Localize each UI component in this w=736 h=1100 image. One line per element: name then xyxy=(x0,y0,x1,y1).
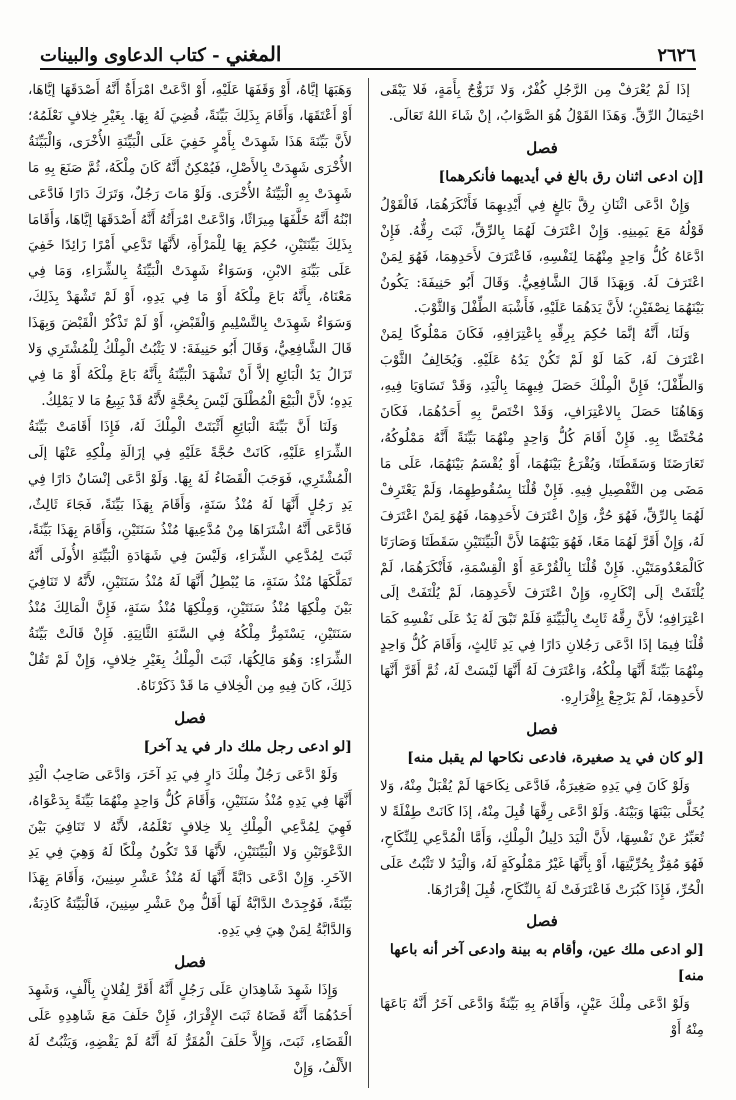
section-heading: [إن ادعى اثنان رق بالغ في أيديهما فأنكرهما] xyxy=(438,168,704,185)
section-heading: [لو ادعى رجل ملك دار في يد آخر] xyxy=(143,738,352,755)
section-label: فصل xyxy=(526,138,558,157)
right-column xyxy=(380,78,704,1044)
paragraph: وَلَوْ ادَّعَى مِلْكَ عَيْنٍ، وَأَقَامَ بِهِ بَيِّنَةً وَادَّعَى آخَرُ أَنَّهُ بَاعَهَا مِنْهُ أَوْ xyxy=(380,996,704,1039)
paragraph: وَهَبَهَا إيَّاهُ، أَوْ وَقَفَهَا عَلَيْهِ، أَوْ ادَّعَتْ امْرَأَةٌ أَنَّهُ أَصْدَقَهَا إيَّاهَا، أَوْ أَعْتَقَهَا، وَأَقَامَ بِذَلِكَ بَيِّنَةً، قُضِيَ لَهُ بِهَا. بِغَيْرِ خِلافٍ نَعْلَمُهُ؛ لأَنَّ بَيِّنَةَ هَذَا شَهِدَتْ بِأَمْرٍ خَفِيَ عَلَى الْبَيِّنَةِ الأُخْرَى، وَالْبَيِّنَةُ الأُخْرَى شَهِدَتْ بِالأَصْلِ، فَيُمْكِنُ أَنَّهُ كَانَ مِلْكَهُ، ثُمَّ صَنَعَ بِهِ مَا شَهِدَتْ بِهِ الْبَيِّنَةُ الأُخْرَى. وَلَوْ مَاتَ رَجُلٌ، وَتَرَكَ دَارًا فَادَّعَى ابْنُهُ أَنَّهُ خَلَّفَهَا مِيرَاثًا، وَادَّعَتْ امْرَأَتُهُ أَنَّهُ أَصْدَقَهَا إيَّاهَا، وَأَقَامَا بِذَلِكَ بَيِّنَتَيْنِ، حُكِمَ بِهَا لِلْمَرْأَةِ، لأَنَّهَا تَدَّعِي أَمْرًا زَائِدًا خَفِيَ عَلَى بَيِّنَةِ الابْنِ، وَسَوَاءٌ شَهِدَتْ الْبَيِّنَةُ بِالشِّرَاءِ، وَمَا فِي مَعْنَاهُ، بِأَنَّهُ بَاعَ مِلْكَهُ أَوْ مَا فِي يَدِهِ، أَوْ لَمْ تَشْهَدْ بِذَلِكَ، وَسَوَاءٌ شَهِدَتْ بِالتَّسْلِيمِ وَالْقَبْضِ، أَوْ لَمْ تَذْكُرْ الْقَبْضَ وَبِهَذَا قَالَ الشَّافِعِيُّ، وَقَالَ أَبُو حَنِيفَةَ: لا يَثْبُتُ الْمِلْكُ لِلْمُشْتَرِي وَلا تَزَالُ يَدُ الْبَائِعِ إلاَّ أَنْ تَشْهَدَ الْبَيِّنَةُ بِأَنَّهُ بَاعَ مِلْكَهُ أَوْ مَا فِي يَدِهِ؛ لأَنَّ الْبَيْعَ الْمُطْلَقَ لَيْسَ بِحُجَّةٍ لأَنَّهُ قَدْ يَبِيعُ مَا لا يَمْلِكُ. xyxy=(28,82,352,409)
paragraph: إذَا لَمْ يُعْرَفْ مِن الرَّجُلِ كُفْرٌ، وَلا تَزَوُّجٌ بِأَمَةٍ، فَلا يَبْقَى احْتِمَالُ الرِّقِّ. وَهَذَا القَوْلُ هُوَ الصَّوَابُ، إنْ شَاءَ اللهُ تَعَالَى. xyxy=(380,82,704,124)
chapter-title: كتاب الدعاوى والبينات xyxy=(40,45,206,66)
paragraph: وَلَوْ كَانَ فِي يَدِهِ صَغِيرَةٌ، فَادَّعَى نِكَاحَهَا لَمْ يُقْبَلْ مِنْهُ، وَلا يُخَلَّى بَيْنَهَا وَبَيْنَهُ. وَلَوْ ادَّعَى رِقَّهَا قُبِلَ مِنْهُ، إذَا كَانَتْ طِفْلَةً لا تُعَبِّرُ عَنْ نَفْسِهَا، لأَنَّ الْيَدَ دَلِيلُ الْمِلْكِ، وَأَمَّا الْمُدَّعِي لِلنِّكَاحِ، فَهُوَ مُقِرٌّ بِحُرِّيَّتِهَا، أَوْ بِأَنَّهَا غَيْرُ مَمْلُوكَةٍ لَهُ، وَالْيَدُ لا تَثْبُتُ عَلَى الْحُرِّ، فَإِذَا كَبُرَتْ فَاعْتَرَفَتْ لَهُ بِالنِّكَاحِ، قُبِلَ إقْرَارُهَا. xyxy=(380,777,704,898)
section-label: فصل xyxy=(526,912,558,931)
page-header xyxy=(40,36,696,66)
column-divider xyxy=(368,78,369,1088)
paragraph: وَلَنَا، أَنَّهُ إنَّمَا حُكِمَ بِرِقِّهِ بِاعْتِرَافِهِ، فَكَانَ مَمْلُوكًا لِمَنْ اعْتَرَفَ لَهُ، كَمَا لَوْ لَمْ تَكُنْ يَدُهُ عَلَيْهِ. وَيُخَالِفُ الثَّوْبَ وَالطِّفْلَ؛ فَإِنَّ الْمِلْكَ حَصَلَ فِيهِمَا بِالْيَدِ، وَقَدْ تَسَاوَيَا فِيهِ، وَهَاهُنَا حَصَلَ بِالاعْتِرَافِ، وَقَدْ اخْتَصَّ بِهِ أَحَدُهُمَا، فَكَانَ مُخْتَصًّا بِهِ. فَإِنْ أَقَامَ كُلُّ وَاحِدٍ مِنْهُمَا بَيِّنَةً أَنَّهُ مَمْلُوكُهُ، تَعَارَضَتَا وَسَقَطَتَا، وَيُقْرَعُ بَيْنَهُمَا، أَوْ يُقْسَمُ بَيْنَهُمَا، عَلَى مَا مَضَى مِن التَّفْصِيلِ فِيهِ. فَإِنْ قُلْنَا بِسُقُوطِهِمَا، وَلَمْ يَعْتَرِفْ لَهُمَا بِالرِّقِّ، فَهُوَ حُرٌّ، وَإِنْ اعْتَرَفَ لأَحَدِهِمَا، فَهُوَ لِمَنْ اعْتَرَفَ لَهُ، وَإِنْ أَقَرَّ لَهُمَا مَعًا، فَهُوَ بَيْنَهُمَا لأَنَّ الْبَيِّنَتَيْنِ سَقَطَتَا وَصَارَتَا كَالْمَعْدُومَتَيْنِ. فَإِنْ قُلْنَا بِالْقُرْعَةِ أَوْ الْقِسْمَةِ، فَأَنْكَرَهُمَا، لَمْ يُلْتَفَتْ إلَى إنْكَارِهِ، وَإِنْ اعْتَرَفَ لأَحَدِهِمَا، لَمْ يُلْتَفَتْ إلَى اعْتِرَافِهِ؛ لأَنَّ رِقَّهُ ثَابِتٌ بِالْبَيِّنَةِ فَلَمْ تَبْقَ لَهُ يَدٌ عَلَى نَفْسِهِ كَمَا قُلْنَا فِيمَا إذَا ادَّعَى رَجُلانِ دَارًا فِي يَدِ ثَالِثٍ، وَأَقَامَ كُلُّ وَاحِدٍ مِنْهُمَا بَيِّنَةً أَنَّهَا مِلْكُهُ، وَاعْتَرَفَ لَهُ أَنَّهَا لَيْسَتْ لَهُ، ثُمَّ أَقَرَّ أَنَّهَا لأَحَدِهِمَا، لَمْ يَرْجِعْ بِإِقْرَارِهِ. xyxy=(380,326,704,706)
paragraph: وَلَوْ ادَّعَى رَجُلٌ مِلْكَ دَارٍ فِي يَدِ آخَرَ، وَادَّعَى صَاحِبُ الْيَدِ أَنَّهَا فِي يَدِهِ مُنْذُ سَنَتَيْنِ، وَأَقَامَ كُلُّ وَاحِدٍ مِنْهُمَا بَيِّنَةً بِدَعْوَاهُ، فَهِيَ لِمُدَّعِي الْمِلْكِ بِلا خِلافٍ نَعْلَمُهُ، لأَنَّهُ لا تَنَافِيَ بَيْنَ الدَّعْوَتَيْنِ وَلا الْبَيِّنَتَيْنِ، لأَنَّهَا قَدْ تَكُونُ مِلْكًا لَهُ وَهِيَ فِي يَدِ الآخَرِ. وَإِنْ ادَّعَى دَابَّةً أَنَّهَا لَهُ مُنْذُ عَشْرِ سِنِينَ، وَأَقَامَ بِهَذَا بَيِّنَةً، فَوُجِدَتْ الدَّابَّةُ لَهَا أَقَلُّ مِنْ عَشْرِ سِنِينَ، فَالْبَيِّنَةُ كَاذِبَةٌ، وَالدَّابَّةُ لِمَنْ هِيَ فِي يَدِهِ. xyxy=(28,766,352,939)
left-column xyxy=(28,78,352,1082)
book-title: المغني xyxy=(225,42,282,66)
page-number: ٢٦٢٦ xyxy=(657,45,696,66)
section-heading: [لو ادعى ملك عين، وأقام به بينة وادعى آخر أنه باعها منه] xyxy=(389,942,704,985)
paragraph: وَإِذَا شَهِدَ شَاهِدَانِ عَلَى رَجُلٍ أَنَّهُ أَقَرَّ لِفُلانٍ بِأَلْفٍ، وَشَهِدَ أَحَدُهُمَا أَنَّهُ قَضَاهُ ثَبَتَ الإِقْرَارُ، فَإِنْ حَلَفَ مَعَ شَاهِدِهِ عَلَى الْقَضَاءِ، ثَبَتَ، وَإِلاَّ حَلَفَ الْمُقَرُّ لَهُ أَنَّهُ لَمْ يَقْضِهِ، وَيَثْبُتُ لَهُ الأَلْفُ، وَإِنْ xyxy=(28,982,352,1076)
running-title: المغني - كتاب الدعاوى والبينات xyxy=(40,42,282,66)
header-rule xyxy=(40,68,696,70)
paragraph: وَإِنْ ادَّعَى اثْنَانِ رِقَّ بَالِغٍ فِي أَيْدِيهِمَا فَأَنْكَرَهُمَا، فَالْقَوْلُ قَوْلُهُ مَعَ يَمِينِهِ. وَإِنْ اعْتَرَفَ لَهُمَا بِالرِّقِّ، ثَبَتَ رِقُّهُ. فَإِنْ ادَّعَاهُ كُلُّ وَاحِدٍ مِنْهُمَا لِنَفْسِهِ، فَاعْتَرَفَ لأَحَدِهِمَا، فَهُوَ لِمَنْ اعْتَرَفَ لَهُ. وَبِهَذَا قَالَ الشَّافِعِيُّ. وَقَالَ أَبُو حَنِيفَةَ: يَكُونُ بَيْنَهُمَا نِصْفَيْنِ؛ لأَنَّ يَدَهُمَا عَلَيْهِ، فَأَشْبَهَ الطِّفْلَ وَالثَّوْبَ. xyxy=(380,196,704,317)
section-label: فصل xyxy=(174,953,206,972)
paragraph: وَلَنَا أَنَّ بَيِّنَةَ الْبَائِعِ أَثْبَتَتْ الْمِلْكَ لَهُ، فَإِذَا أَقَامَتْ بَيِّنَةُ الشِّرَاءِ عَلَيْهِ، كَانَتْ حُجَّةً عَلَيْهِ فِي إزَالَةِ مِلْكِهِ عَنْهَا إلَى الْمُشْتَرِي، فَوَجَبَ الْقَضَاءُ لَهُ بِهَا. وَلَوْ ادَّعَى إنْسَانٌ دَارًا فِي يَدِ رَجُلٍ أَنَّهَا لَهُ مُنْذُ سَنَةٍ، وَأَقَامَ بِهَذَا بَيِّنَةً، فَجَاءَ ثَالِثٌ، فَادَّعَى أَنَّهُ اشْتَرَاهَا مِنْ مُدَّعِيهَا مُنْذُ سَنَتَيْنِ، وَأَقَامَ بِهَذَا بَيِّنَةً، ثَبَتَ لِمُدَّعِي الشِّرَاءِ، وَلَيْسَ فِي شَهَادَةِ الْبَيِّنَةِ الأُولَى أَنَّهُ تَمَلَّكَهَا مُنْذُ سَنَةٍ، مَا يُبْطِلُ أَنَّهَا لَهُ مُنْذُ سَنَتَيْنِ، لأَنَّهُ لا تَنَافِيَ بَيْنَ مِلْكِهَا مُنْذُ سَنَتَيْنِ، وَمِلْكِهَا مُنْذُ سَنَةٍ، فَإِنَّ الْمَالِكَ مُنْذُ سَنَتَيْنِ، يَسْتَمِرُّ مِلْكُهُ فِي السَّنَةِ الثَّانِيَةِ. فَإِنْ قَالَتْ بَيِّنَةُ الشِّرَاءِ: وَهُوَ مَالِكُهَا، ثَبَتَ الْمِلْكُ بِغَيْرِ خِلافٍ، وَإِنْ لَمْ تَقُلْ ذَلِكَ، كَانَ فِيهِ مِن الْخِلافِ مَا قَدْ ذَكَرْنَاهُ. xyxy=(28,418,352,694)
section-label: فصل xyxy=(526,719,558,738)
section-heading: [لو كان في يد صغيرة، فادعى نكاحها لم يقبل منه] xyxy=(407,749,704,766)
section-label: فصل xyxy=(174,708,206,727)
